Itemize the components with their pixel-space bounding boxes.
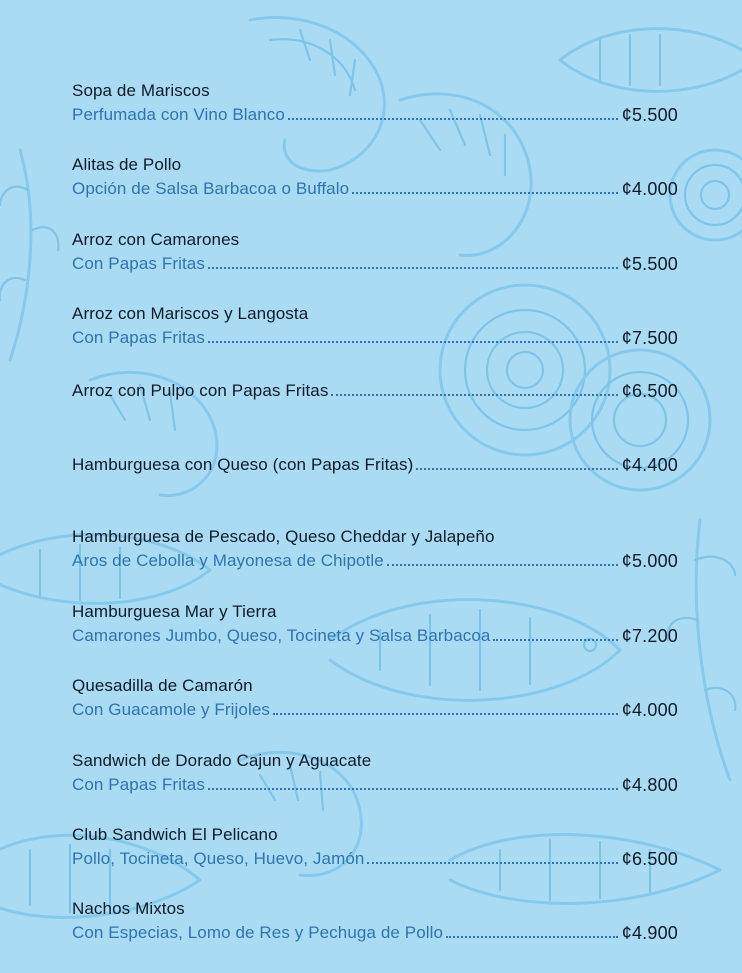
menu-item-description: Con Papas Fritas — [72, 253, 205, 273]
dotted-leader — [446, 936, 618, 938]
menu-item-price: ¢6.500 — [621, 380, 678, 401]
menu-item — [72, 378, 678, 452]
menu-item-price: ¢7.200 — [621, 625, 678, 646]
menu-item-name: Hamburguesa Mar y Tierra — [72, 601, 277, 621]
menu-item-price: ¢4.000 — [621, 700, 678, 721]
menu-item-price: ¢4.900 — [621, 923, 678, 944]
menu-item-price: ¢5.000 — [621, 551, 678, 572]
menu-item-name: Nachos Mixtos — [72, 899, 185, 919]
menu-item-detail-row — [72, 102, 678, 126]
menu-item-price: ¢5.500 — [621, 105, 678, 125]
dotted-leader — [208, 788, 618, 790]
menu-item — [72, 154, 678, 228]
menu-item-name: Arroz con Mariscos y Langosta — [72, 304, 309, 324]
menu-item-name: Alitas de Pollo — [72, 155, 182, 175]
menu-item-name: Arroz con Pulpo con Papas Fritas — [72, 380, 329, 400]
menu-item — [72, 750, 678, 824]
menu-item-detail-row — [72, 920, 678, 944]
menu-item-name: Hamburguesa con Queso (con Papas Fritas) — [72, 454, 414, 474]
menu-item-description: Camarones Jumbo, Queso, Tocineta y Salsa Barbacoa — [72, 625, 491, 645]
menu-item-name: Arroz con Camarones — [72, 229, 240, 249]
menu-item-price: ¢4.000 — [621, 179, 678, 200]
menu-item — [72, 675, 678, 749]
menu-item-description: Pollo, Tocineta, Queso, Huevo, Jamón — [72, 848, 365, 868]
menu-item-name: Quesadilla de Camarón — [72, 676, 253, 696]
menu-item-name: Hamburguesa de Pescado, Queso Cheddar y Jalapeño — [72, 527, 495, 547]
menu-item-price: ¢6.500 — [621, 848, 678, 869]
menu-item — [72, 526, 678, 600]
menu-item-price: ¢7.500 — [621, 328, 678, 349]
dotted-leader — [387, 564, 618, 566]
menu-item-description: Con Papas Fritas — [72, 774, 205, 794]
dotted-leader — [367, 862, 617, 864]
menu-item-description: Perfumada con Vino Blanco — [72, 105, 285, 124]
menu-item-description: Opción de Salsa Barbacoa o Buffalo — [72, 179, 350, 199]
menu-item-detail-row — [72, 452, 678, 476]
menu-item-detail-row — [72, 623, 678, 647]
dotted-leader — [331, 394, 617, 396]
menu-item-price: ¢5.500 — [621, 253, 678, 274]
menu-item-detail-row — [72, 251, 678, 275]
menu-item — [72, 898, 678, 972]
menu-item-description: Aros de Cebolla y Mayonesa de Chipotle — [72, 551, 384, 571]
menu-item — [72, 303, 678, 377]
menu-item — [72, 80, 678, 154]
menu-item-detail-row — [72, 378, 678, 402]
menu-item-detail-row — [72, 846, 678, 870]
menu-item — [72, 452, 678, 526]
menu-item-name: Sopa de Mariscos — [72, 81, 210, 100]
menu-item-price: ¢4.400 — [621, 454, 678, 475]
menu-item-detail-row — [72, 697, 678, 721]
menu-item-name: Club Sandwich El Pelicano — [72, 824, 278, 844]
menu-item-price: ¢4.800 — [621, 774, 678, 795]
dotted-leader — [493, 639, 617, 641]
dotted-leader — [416, 468, 617, 470]
menu-item-detail-row — [72, 772, 678, 796]
menu-item-description: Con Papas Fritas — [72, 328, 205, 348]
dotted-leader — [208, 341, 618, 343]
menu-item-description: Con Guacamole y Frijoles — [72, 700, 270, 720]
dotted-leader — [208, 267, 618, 269]
fish-slice-icon — [670, 150, 742, 240]
menu-item — [72, 824, 678, 898]
menu-item — [72, 229, 678, 303]
menu-item — [72, 601, 678, 675]
menu-item-description: Con Especias, Lomo de Res y Pechuga de Pollo — [72, 923, 444, 943]
menu-item-name: Sandwich de Dorado Cajun y Aguacate — [72, 750, 372, 770]
dotted-leader — [352, 192, 618, 194]
herb-icon — [0, 150, 58, 360]
dotted-leader — [273, 713, 618, 715]
dotted-leader — [288, 118, 618, 120]
menu-list — [72, 80, 678, 973]
menu-item-detail-row — [72, 325, 678, 349]
menu-item-detail-row — [72, 176, 678, 200]
menu-item-detail-row — [72, 548, 678, 572]
